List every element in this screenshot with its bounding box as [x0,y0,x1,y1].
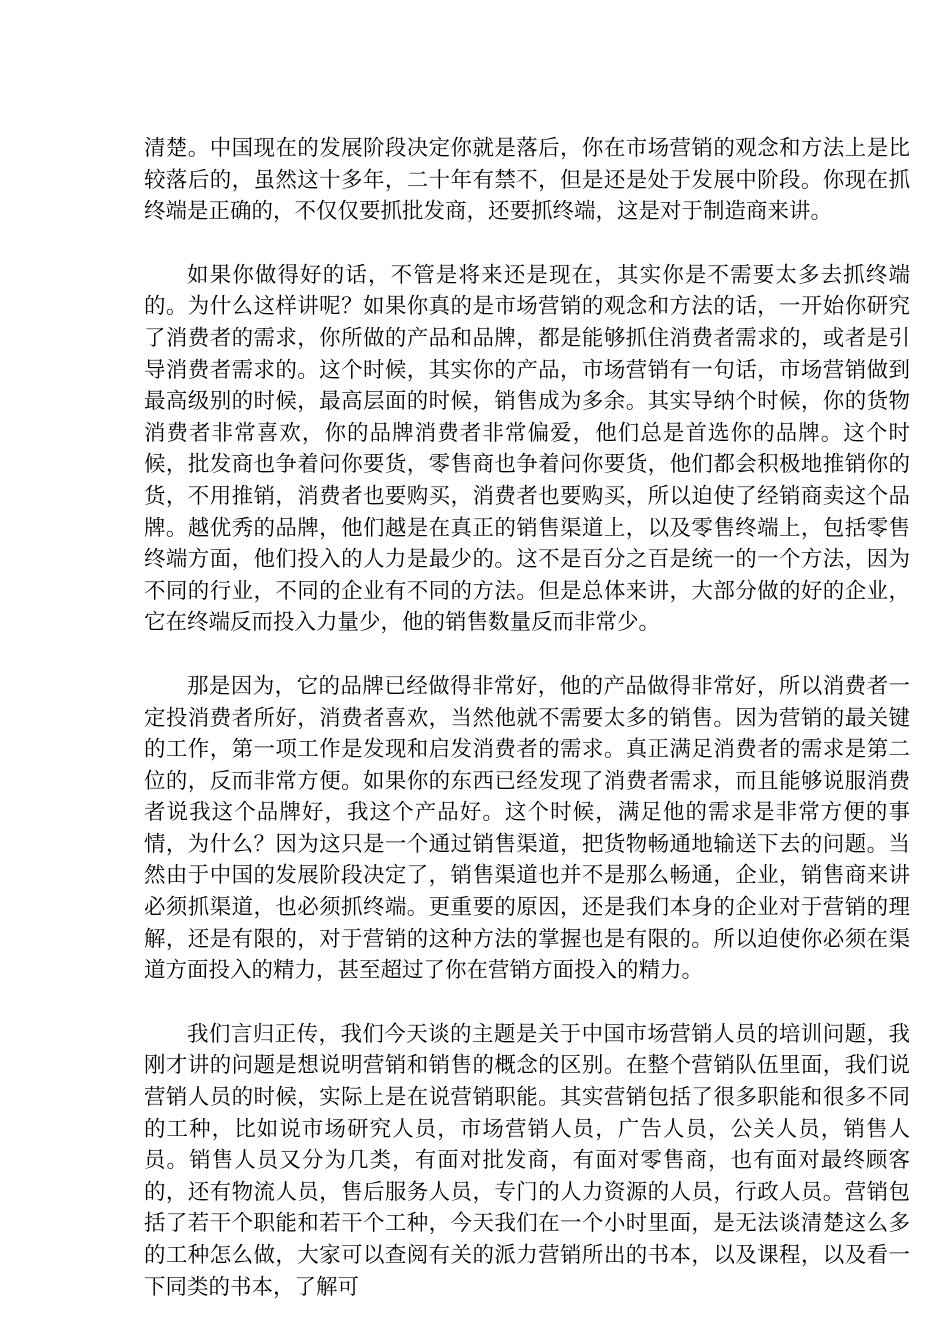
paragraph-2: 如果你做得好的话，不管是将来还是现在，其实你是不需要太多去抓终端的。为什么这样讲呢？如果你真的是市场营销的观念和方法的话，一开始你研究了消费者的需求，你所做的产品和品牌，都是能够抓住消费者需求的，或者是引导消费者需求的。这个时候，其实你的产品，市场营销有一句话，市场营销做到最高级别的时候，最高层面的时候，销售成为多余。其实导纳个时候，你的货物消费者非常喜欢，你的品牌消费者非常偏爱，他们总是首选你的品牌。这个时候，批发商也争着问你要货，零售商也争着问你要货，他们都会积极地推销你的货，不用推销，消费者也要购买，消费者也要购买，所以迫使了经销商卖这个品牌。越优秀的品牌，他们越是在真正的销售渠道上，以及零售终端上，包括零售终端方面，他们投入的人力是最少的。这不是百分之百是统一的一个方法，因为不同的行业，不同的企业有不同的方法。但是总体来讲，大部分做的好的企业，它在终端反而投入力量少，他的销售数量反而非常少。 [144,262,910,636]
paragraph-1: 清楚。中国现在的发展阶段决定你就是落后，你在市场营销的观念和方法上是比较落后的，虽然这十多年，二十年有禁不，但是还是处于发展中阶段。你现在抓终端是正确的，不仅仅要抓批发商，还要抓终端，这是对于制造商来讲。 [144,136,910,225]
paragraph-4: 我们言归正传，我们今天谈的主题是关于中国市场营销人员的培训问题，我刚才讲的问题是想说明营销和销售的概念的区别。在整个营销队伍里面，我们说营销人员的时候，实际上是在说营销职能。其实营销包括了很多职能和很多不同的工种，比如说市场研究人员，市场营销人员，广告人员，公关人员，销售人员。销售人员又分为几类，有面对批发商，有面对零售商，也有面对最终顾客的，还有物流人员，售后服务人员，专门的人力资源的人员，行政人员。营销包括了若干个职能和若干个工种，今天我们在一个小时里面，是无法谈清楚这么多的工种怎么做，大家可以查阅有关的派力营销所出的书本，以及课程，以及看一下同类的书本，了解可 [144,1021,910,1300]
paragraph-3: 那是因为，它的品牌已经做得非常好，他的产品做得非常好，所以消费者一定投消费者所好，消费者喜欢，当然他就不需要太多的销售。因为营销的最关键的工作，第一项工作是发现和启发消费者的需求。真正满足消费者的需求是第二位的，反而非常方便。如果你的东西已经发现了消费者需求，而且能够说服消费者说我这个品牌好，我这个产品好。这个时候，满足他的需求是非常方便的事情，为什么？因为这只是一个通过销售渠道，把货物畅通地输送下去的问题。当然由于中国的发展阶段决定了，销售渠道也并不是那么畅通，企业，销售商来讲必须抓渠道，也必须抓终端。更重要的原因，还是我们本身的企业对于营销的理解，还是有限的，对于营销的这种方法的掌握也是有限的。所以迫使你必须在渠道方面投入的精力，甚至超过了你在营销方面投入的精力。 [144,673,910,984]
document-page [144,133,910,1335]
